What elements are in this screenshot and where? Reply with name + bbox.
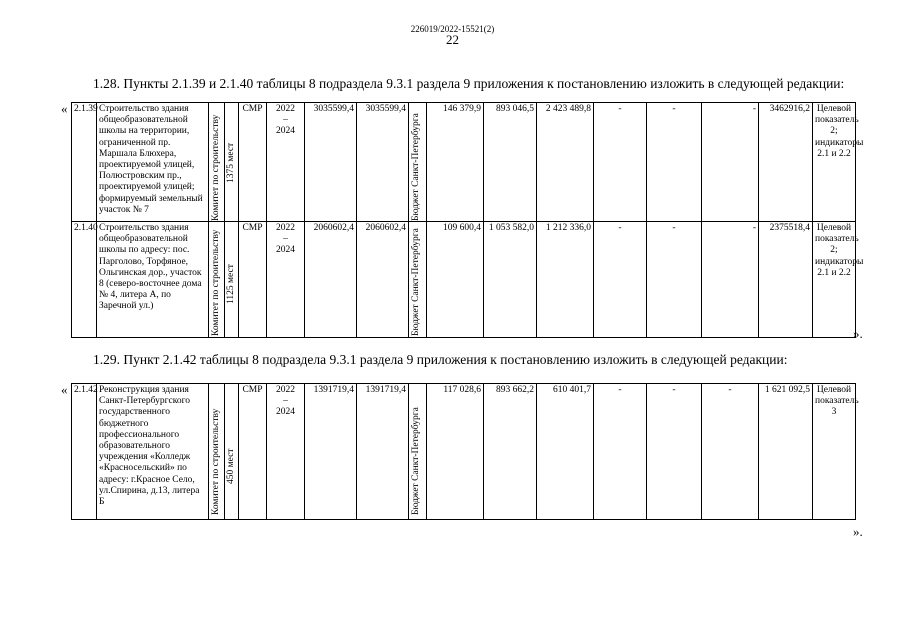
value-2025: -: [594, 222, 647, 338]
period: 2022 – 2024: [267, 384, 305, 520]
value-2022: 109 600,4: [427, 222, 484, 338]
source-cell: [409, 103, 427, 222]
source-cell: [409, 384, 427, 520]
value-2023: 893 662,2: [484, 384, 537, 520]
section-heading-1-29: 1.29. Пункт 2.1.42 таблицы 8 подраздела 9.3.1 раздела 9 приложения к постановлению изложить в следующей редакции:: [93, 352, 788, 367]
executor: Комитет по строительству: [211, 408, 221, 515]
object-name: Строительство здания общеобразовательной школы по адресу: пос. Парголово, Торфяное, Ольгинская дор., участок 8 (северо-восточнее дома № 4, литера А, по Заречной ул.): [97, 222, 209, 338]
open-quote: «: [61, 101, 68, 116]
stage: СМР: [239, 103, 267, 222]
table-row: [72, 222, 856, 338]
funding-source: Бюджет Санкт-Петербурга: [411, 407, 421, 515]
total: 2060602,4: [305, 222, 357, 338]
open-quote: «: [61, 382, 68, 397]
value-2025: -: [594, 384, 647, 520]
period: 2022 – 2024: [267, 103, 305, 222]
stage: СМР: [239, 384, 267, 520]
total: 3035599,4: [305, 103, 357, 222]
sum: 3462916,2: [759, 103, 813, 222]
stage: СМР: [239, 222, 267, 338]
sum: 2375518,4: [759, 222, 813, 338]
executor-cell: [209, 103, 225, 222]
executor: Комитет по строительству: [211, 114, 221, 221]
object-name: Реконструкция здания Санкт-Петербургского государственного бюджетного профессионального образовательного учреждения «Колледж «Красносельский» по адресу: г.Красное Село, ул.Спирина, д.13, литера Б: [97, 384, 209, 520]
table-row: [72, 384, 856, 520]
value-2027: -: [702, 103, 759, 222]
table-row: [72, 103, 856, 222]
close-quote: ».: [853, 524, 863, 539]
object-name: Строительство здания общеобразовательной школы на территории, ограниченной пр. Маршала Блюхера, проектируемой улицей, Полюстровским пр., проектируемой улицей; формируемый земельный участок № 7: [97, 103, 209, 222]
value-2024: 2 423 489,8: [537, 103, 594, 222]
executor-cell: [209, 222, 225, 338]
row-number: 2.1.42: [72, 384, 97, 520]
executor: Комитет по строительству: [211, 229, 221, 336]
period: 2022 – 2024: [267, 222, 305, 338]
row-number: 2.1.40: [72, 222, 97, 338]
value-2022: 146 379,9: [427, 103, 484, 222]
total2: 2060602,4: [357, 222, 409, 338]
row-number: 2.1.39: [72, 103, 97, 222]
value-2027: -: [702, 222, 759, 338]
indicator: Целевой показатель 3: [813, 384, 856, 520]
value-2022: 117 028,6: [427, 384, 484, 520]
table-section-1-29: [71, 383, 859, 520]
funding-source: Бюджет Санкт-Петербурга: [411, 113, 421, 221]
source-cell: [409, 222, 427, 338]
indicator: Целевой показатель 2; индикаторы 2.1 и 2.2: [813, 103, 856, 222]
value-2027: -: [702, 384, 759, 520]
total2: 3035599,4: [357, 103, 409, 222]
value-2024: 610 401,7: [537, 384, 594, 520]
sum: 1 621 092,5: [759, 384, 813, 520]
indicator: Целевой показатель 2; индикаторы 2.1 и 2.2: [813, 222, 856, 338]
executor-cell: [209, 384, 225, 520]
value-2026: -: [647, 384, 702, 520]
capacity: 1375 мест: [226, 142, 236, 183]
capacity-cell: [225, 222, 239, 338]
funding-source: Бюджет Санкт-Петербурга: [411, 228, 421, 336]
total: 1391719,4: [305, 384, 357, 520]
close-quote: ».: [853, 326, 863, 341]
value-2023: 893 046,5: [484, 103, 537, 222]
value-2026: -: [647, 222, 702, 338]
section-heading-1-28: 1.28. Пункты 2.1.39 и 2.1.40 таблицы 8 подраздела 9.3.1 раздела 9 приложения к постановлению изложить в следующей редакции:: [93, 76, 845, 91]
capacity: 1125 мест: [226, 264, 236, 304]
capacity: 450 мест: [226, 448, 236, 484]
value-2026: -: [647, 103, 702, 222]
value-2023: 1 053 582,0: [484, 222, 537, 338]
value-2024: 1 212 336,0: [537, 222, 594, 338]
total2: 1391719,4: [357, 384, 409, 520]
capacity-cell: [225, 103, 239, 222]
table-section-1-28: [71, 102, 864, 338]
value-2025: -: [594, 103, 647, 222]
document-number: 226019/2022-15521(2): [410, 24, 495, 34]
capacity-cell: [225, 384, 239, 520]
page-number: 22: [446, 32, 459, 47]
